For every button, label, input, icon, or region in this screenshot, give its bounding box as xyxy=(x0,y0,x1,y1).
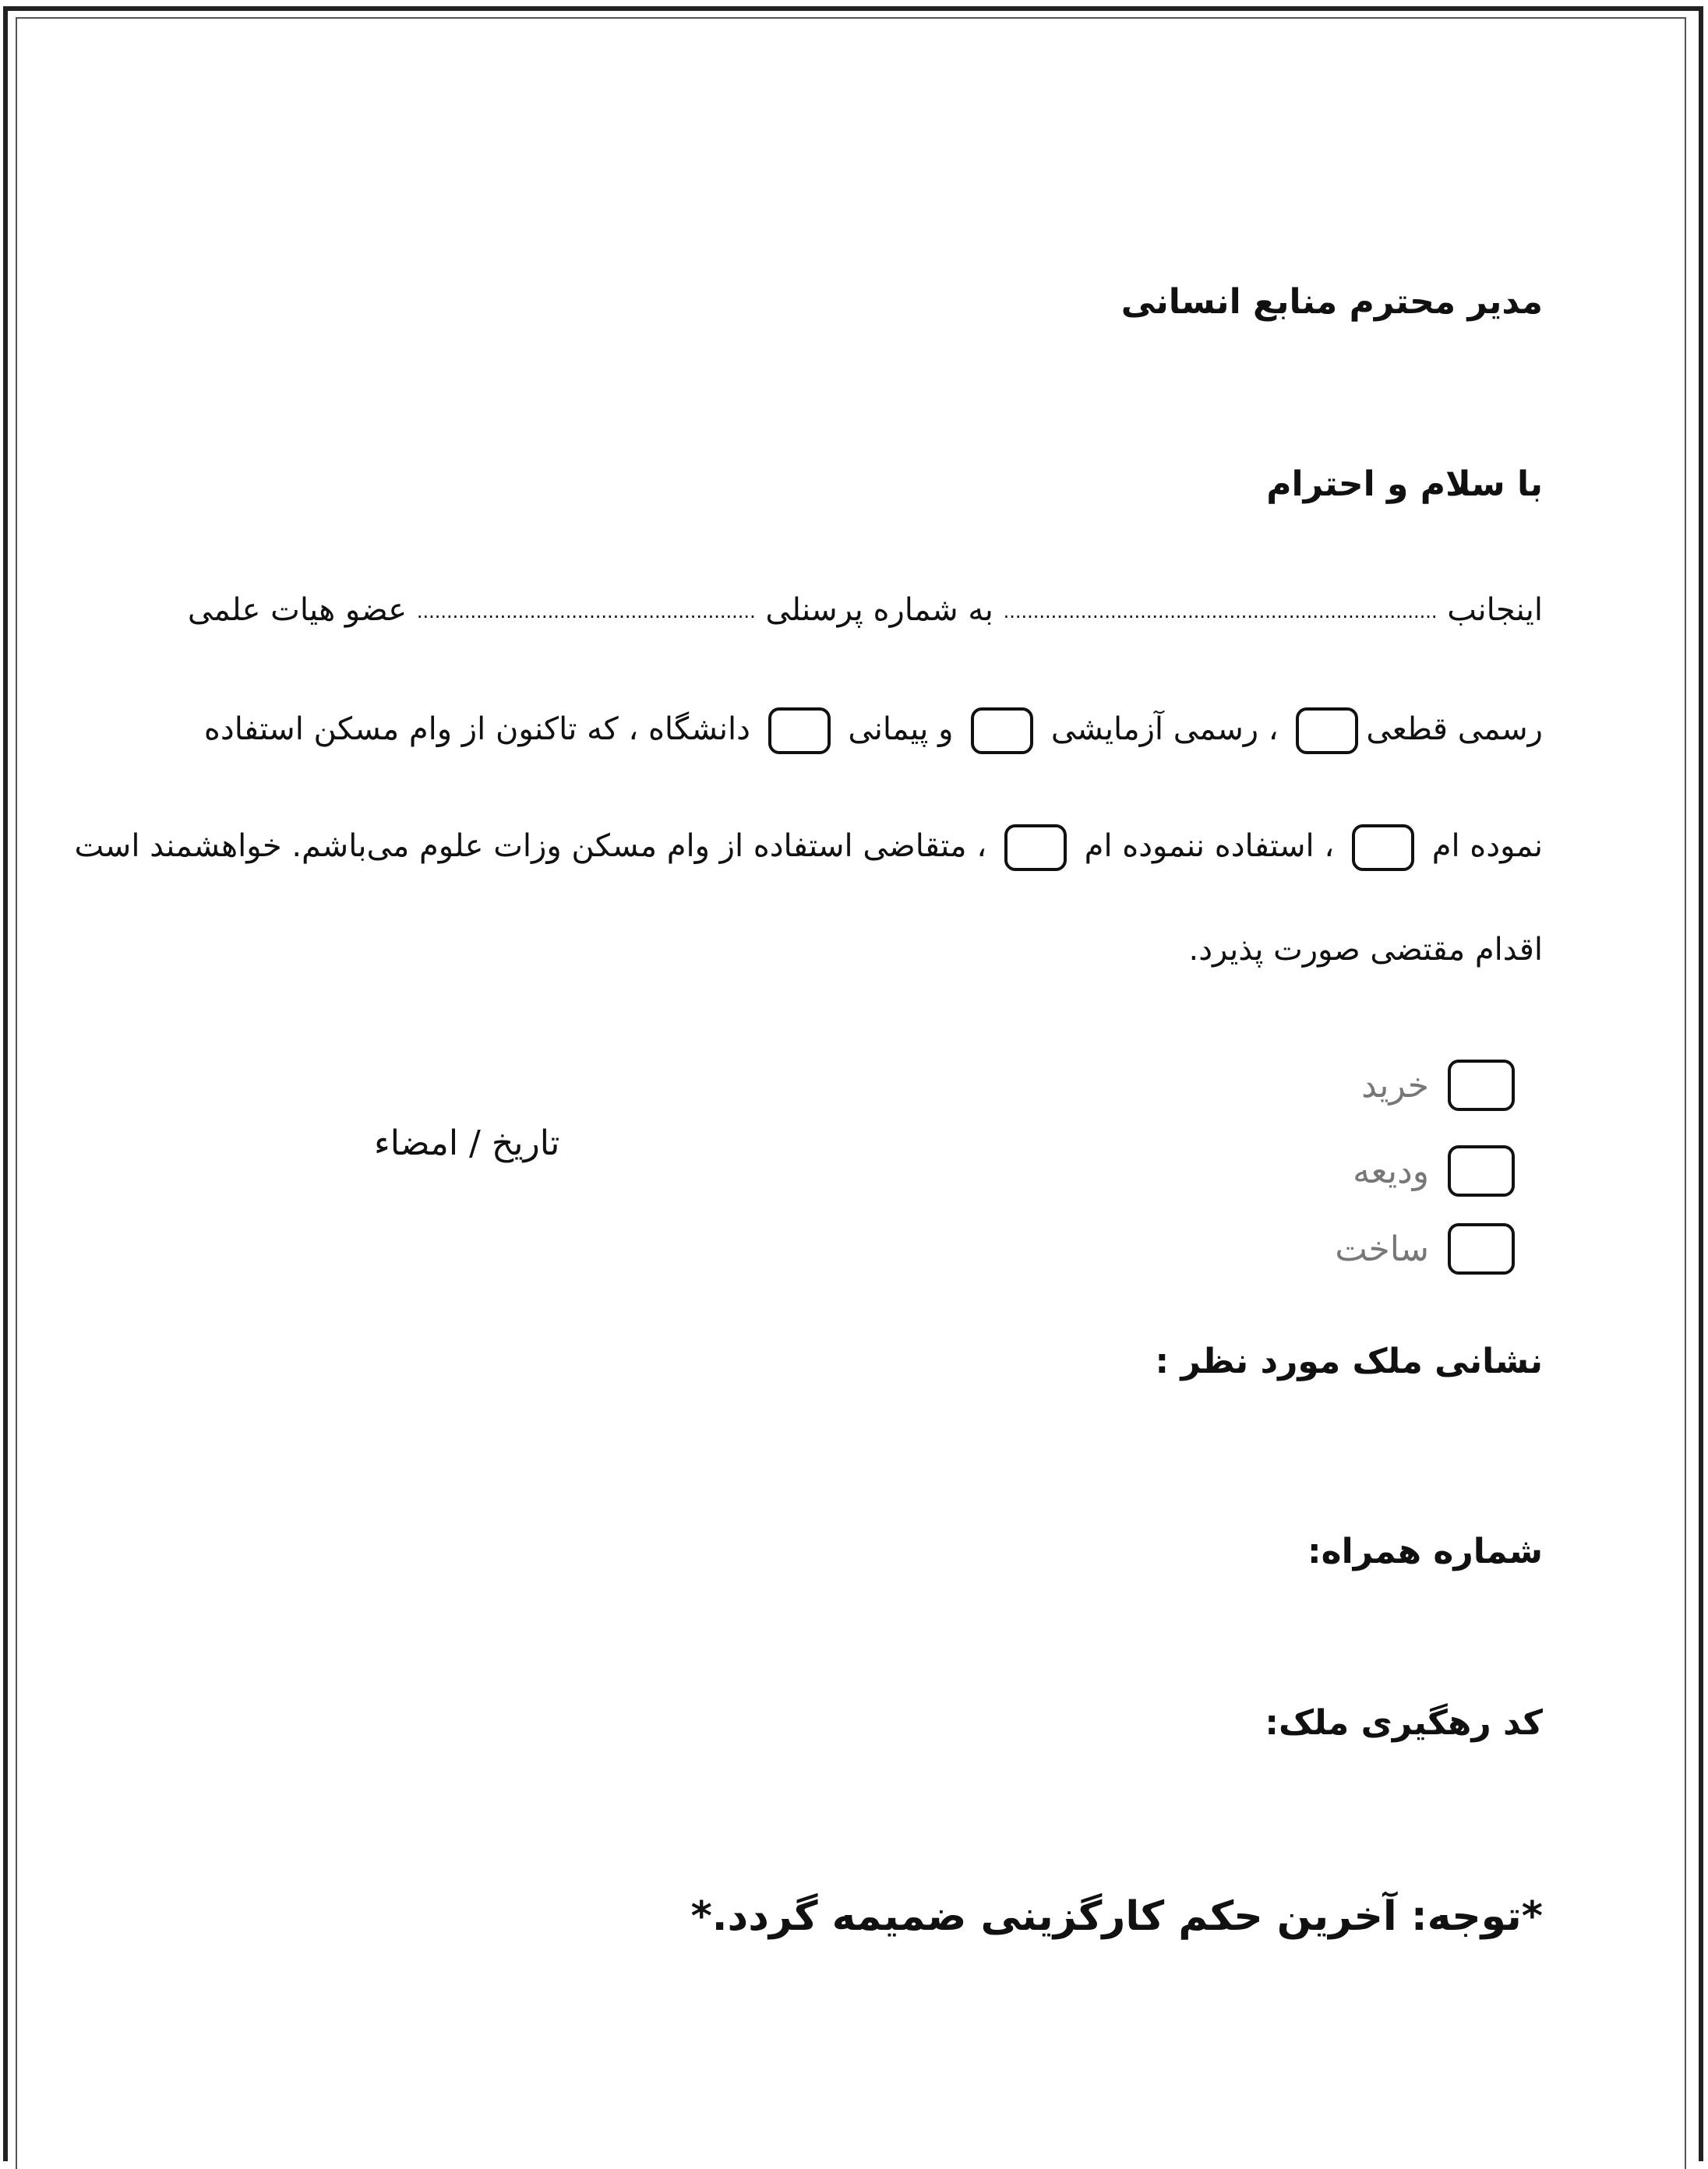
used-label: نموده ام xyxy=(1431,828,1543,864)
loan-type-construction xyxy=(1335,1223,1515,1275)
not-used-loan-checkbox[interactable] xyxy=(1004,824,1067,871)
addressee-heading: مدیر محترم منابع انسانی xyxy=(1120,282,1543,322)
mobile-number-label: شماره همراه: xyxy=(1307,1532,1543,1571)
construction-label: ساخت xyxy=(1335,1229,1429,1269)
deposit-checkbox[interactable] xyxy=(1448,1145,1515,1197)
greeting: با سلام و احترام xyxy=(1266,464,1543,504)
intro-text: اینجانب xyxy=(1447,592,1543,628)
attachment-notice: *توجه: آخرین حکم کارگزینی ضمیمه گردد.* xyxy=(690,1893,1543,1940)
permanent-official-label: رسمی قطعی xyxy=(1366,711,1543,747)
university-text: دانشگاه ، که تاکنون از وام مسکن استفاده xyxy=(203,711,750,747)
form-line-4: اقدام مقتضی صورت پذیرد. xyxy=(1188,932,1543,968)
contractual-checkbox[interactable] xyxy=(768,707,831,754)
personnel-number-field[interactable]: ......................................................... xyxy=(416,601,756,622)
contractual-label: و پیمانی xyxy=(848,711,954,747)
used-loan-checkbox[interactable] xyxy=(1352,824,1414,871)
loan-type-deposit xyxy=(1353,1145,1515,1197)
deposit-label: ودیعه xyxy=(1353,1151,1429,1191)
property-tracking-code-label: کد رهگیری ملک: xyxy=(1265,1703,1543,1743)
form-line-1 xyxy=(140,592,1543,628)
purchase-checkbox[interactable] xyxy=(1448,1060,1515,1111)
faculty-member-text: عضو هیات علمی xyxy=(187,592,408,628)
probationary-checkbox[interactable] xyxy=(971,707,1033,754)
construction-checkbox[interactable] xyxy=(1448,1223,1515,1275)
not-used-label: ، استفاده ننموده ام xyxy=(1084,828,1335,864)
loan-type-purchase xyxy=(1361,1060,1515,1111)
request-text: ، متقاضی استفاده از وام مسکن وزات علوم می‌باشم. خواهشمند است xyxy=(74,828,987,864)
property-address-label: نشانی ملک مورد نظر : xyxy=(1155,1342,1543,1381)
personnel-number-label: به شماره پرسنلی xyxy=(765,592,993,628)
form-line-3 xyxy=(75,824,1543,871)
purchase-label: خرید xyxy=(1361,1065,1429,1106)
name-field[interactable]: ......................................................................... xyxy=(1003,601,1438,622)
probationary-label: ، رسمی آزمایشی xyxy=(1050,711,1279,747)
form-line-2 xyxy=(204,707,1543,754)
permanent-official-checkbox[interactable] xyxy=(1296,707,1358,754)
date-signature-label: تاریخ / امضاء xyxy=(374,1123,560,1163)
